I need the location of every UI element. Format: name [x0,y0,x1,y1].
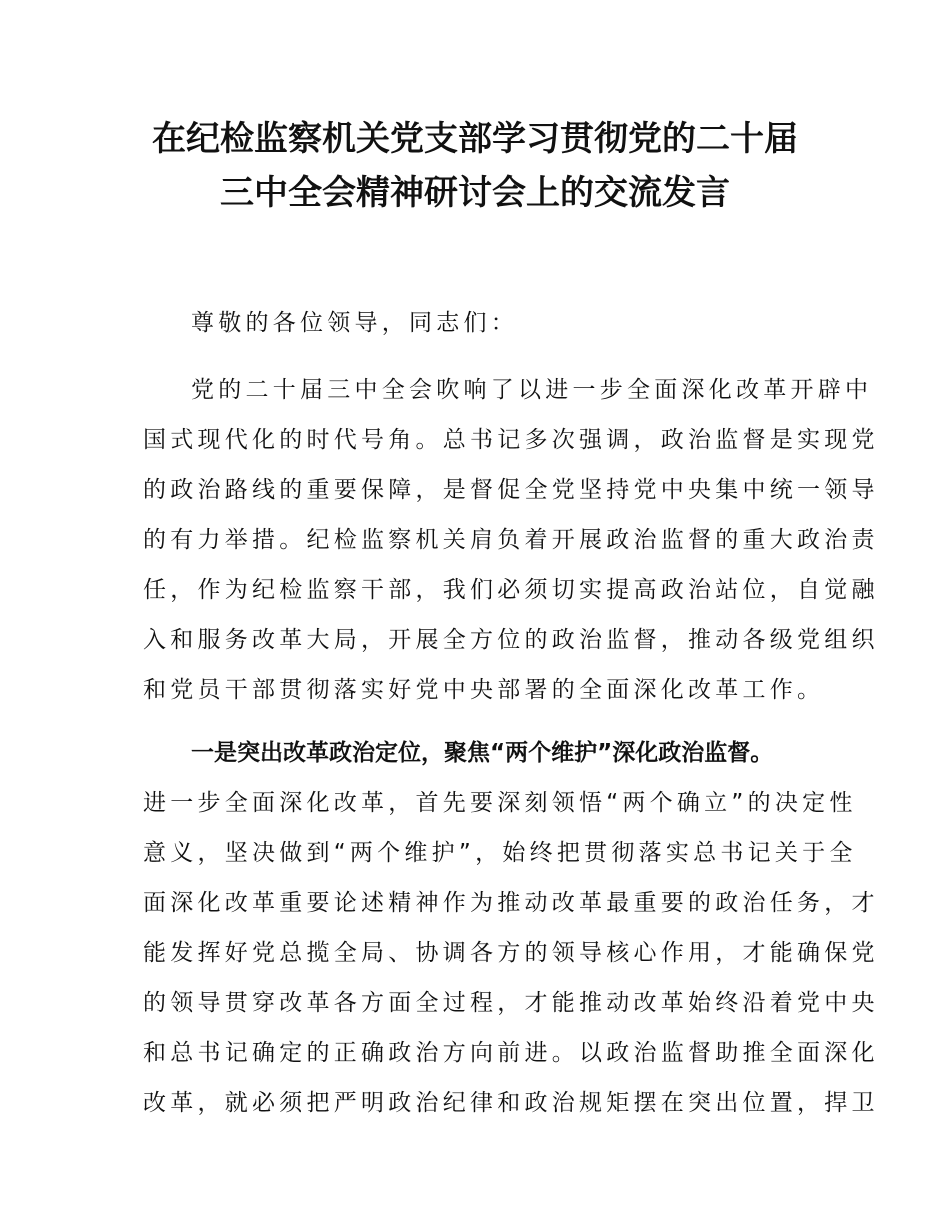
paragraph1-line: 的有力举措。纪检监察机关肩负着开展政治监督的重大政治责 [143,527,879,553]
section1-heading: 一是突出改革政治定位，聚焦“两个维护”深化政治监督。 [191,740,774,766]
paragraph1-line: 党的二十届三中全会吹响了以进一步全面深化改革开辟中 [191,377,873,403]
section1-line: 和总书记确定的正确政治方向前进。以政治监督助推全面深化 [143,1040,879,1066]
section1-line: 能发挥好党总揽全局、协调各方的领导核心作用，才能确保党 [143,940,879,966]
section1-line: 的领导贯穿改革各方面全过程，才能推动改革始终沿着党中央 [143,990,879,1016]
section1-line: 改革，就必须把严明政治纪律和政治规矩摆在突出位置，捍卫 [143,1090,879,1116]
paragraph1-line: 任，作为纪检监察干部，我们必须切实提高政治站位，自觉融 [143,577,879,603]
paragraph1-line: 的政治路线的重要保障，是督促全党坚持党中央集中统一领导 [143,477,879,503]
paragraph1-line: 国式现代化的时代号角。总书记多次强调，政治监督是实现党 [143,427,879,453]
section1-line: 意义，坚决做到“两个维护”，始终把贯彻落实总书记关于全 [143,840,857,866]
salutation: 尊敬的各位领导，同志们： [191,310,518,336]
paragraph1-line: 和党员干部贯彻落实好党中央部署的全面深化改革工作。 [143,677,825,703]
paragraph1-line: 入和服务改革大局，开展全方位的政治监督，推动各级党组织 [143,627,879,653]
document-title-line-1: 在纪检监察机关党支部学习贯彻党的二十届 [152,119,798,159]
document-title-line-2: 三中全会精神研讨会上的交流发言 [220,173,730,213]
section1-line: 面深化改革重要论述精神作为推动改革最重要的政治任务，才 [143,890,879,916]
section1-line: 进一步全面深化改革，首先要深刻领悟“两个确立”的决定性 [143,790,857,816]
